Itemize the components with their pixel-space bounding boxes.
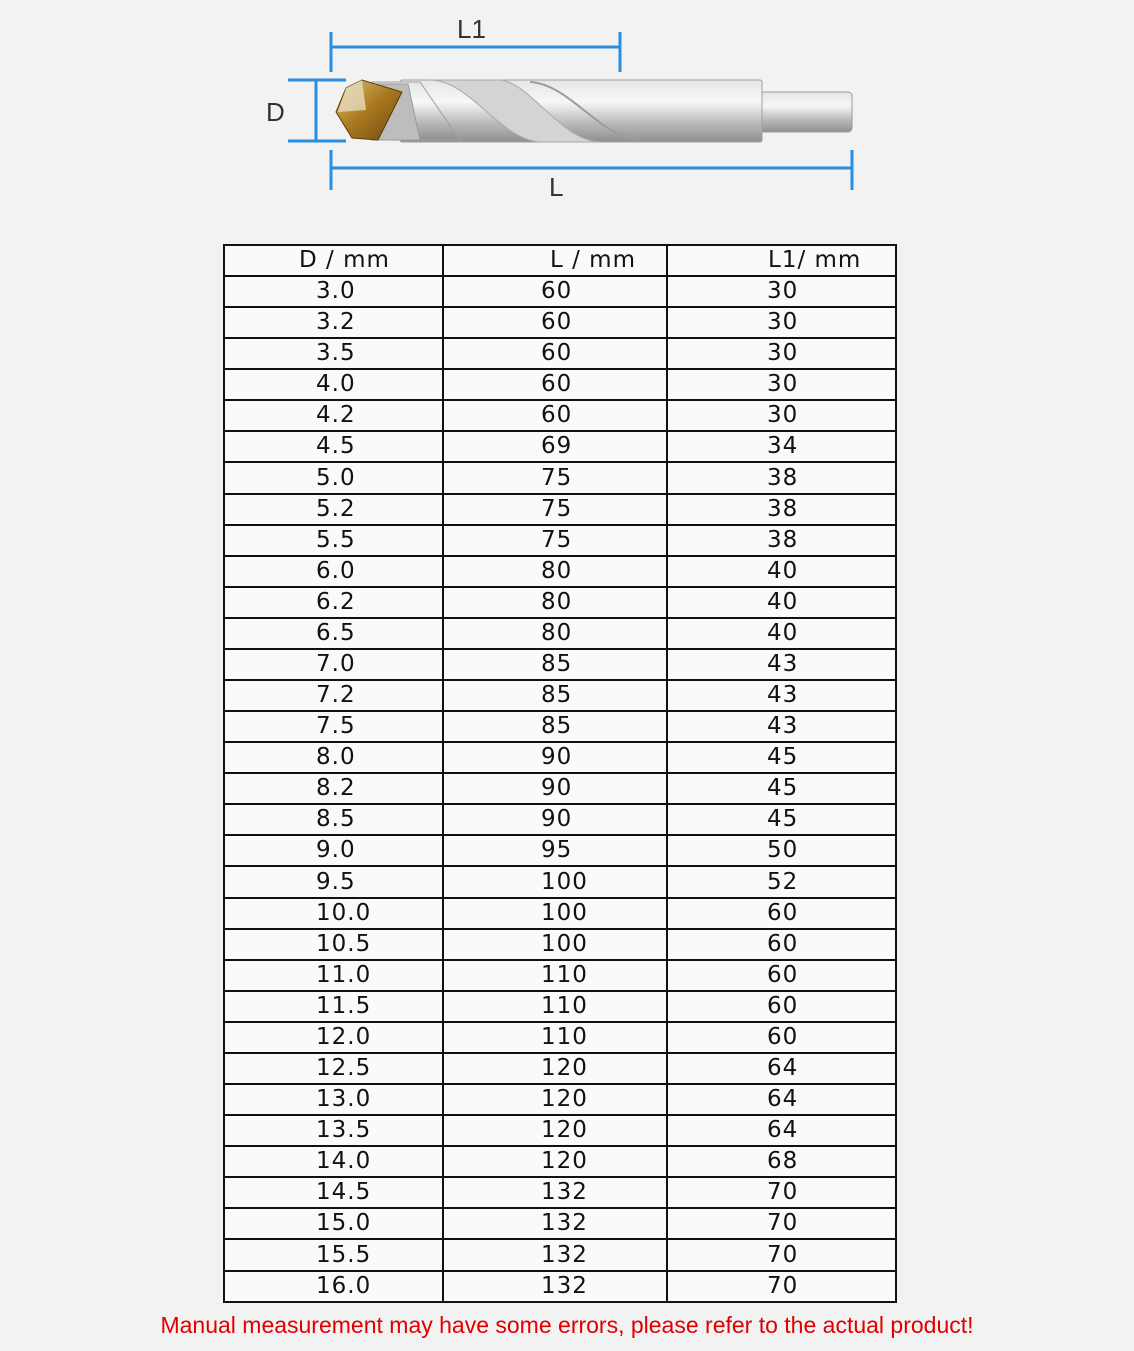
table-row (224, 400, 896, 431)
cell-l1: 30 (667, 338, 896, 369)
cell-d: 12.5 (224, 1053, 443, 1084)
cell-d: 6.0 (224, 556, 443, 587)
header-l: L / mm (443, 245, 667, 276)
cell-l1: 34 (667, 431, 896, 462)
cell-d: 3.5 (224, 338, 443, 369)
cell-l: 60 (443, 307, 667, 338)
cell-d: 15.5 (224, 1239, 443, 1270)
table-header-row (224, 245, 896, 276)
table-row (224, 494, 896, 525)
cell-l1: 45 (667, 773, 896, 804)
table-row (224, 1146, 896, 1177)
table-row (224, 960, 896, 991)
cell-d: 8.5 (224, 804, 443, 835)
cell-l: 110 (443, 1022, 667, 1053)
cell-l: 90 (443, 773, 667, 804)
table-row (224, 1177, 896, 1208)
cell-l: 60 (443, 369, 667, 400)
table-row (224, 1022, 896, 1053)
cell-l1: 52 (667, 866, 896, 897)
table-row (224, 711, 896, 742)
cell-l1: 43 (667, 649, 896, 680)
cell-l: 90 (443, 804, 667, 835)
cell-l: 132 (443, 1239, 667, 1270)
table-row (224, 1208, 896, 1239)
table-row (224, 556, 896, 587)
cell-l: 60 (443, 338, 667, 369)
cell-l: 110 (443, 991, 667, 1022)
cell-l1: 60 (667, 898, 896, 929)
cell-l1: 60 (667, 960, 896, 991)
cell-d: 5.2 (224, 494, 443, 525)
cell-l1: 70 (667, 1239, 896, 1270)
cell-l: 80 (443, 587, 667, 618)
cell-l: 75 (443, 494, 667, 525)
cell-d: 13.5 (224, 1115, 443, 1146)
table-row (224, 804, 896, 835)
cell-d: 16.0 (224, 1271, 443, 1303)
cell-d: 12.0 (224, 1022, 443, 1053)
cell-d: 6.5 (224, 618, 443, 649)
cell-l1: 38 (667, 462, 896, 493)
cell-d: 5.5 (224, 525, 443, 556)
cell-l: 80 (443, 618, 667, 649)
cell-d: 14.5 (224, 1177, 443, 1208)
table-row (224, 680, 896, 711)
cell-l: 85 (443, 649, 667, 680)
cell-l: 120 (443, 1084, 667, 1115)
table-row (224, 618, 896, 649)
table-row (224, 773, 896, 804)
cell-l1: 30 (667, 400, 896, 431)
cell-l1: 64 (667, 1053, 896, 1084)
cell-l1: 64 (667, 1115, 896, 1146)
table-row (224, 991, 896, 1022)
cell-l1: 40 (667, 587, 896, 618)
cell-l: 75 (443, 525, 667, 556)
cell-d: 10.5 (224, 929, 443, 960)
cell-l1: 43 (667, 680, 896, 711)
cell-l: 60 (443, 276, 667, 307)
cell-d: 8.0 (224, 742, 443, 773)
cell-l: 95 (443, 835, 667, 866)
cell-l1: 70 (667, 1177, 896, 1208)
drill-bit-icon (336, 80, 852, 142)
d-label: D (266, 97, 285, 127)
header-d: D / mm (224, 245, 443, 276)
cell-d: 11.5 (224, 991, 443, 1022)
cell-d: 15.0 (224, 1208, 443, 1239)
cell-l: 80 (443, 556, 667, 587)
cell-d: 7.0 (224, 649, 443, 680)
cell-d: 5.0 (224, 462, 443, 493)
cell-l1: 60 (667, 1022, 896, 1053)
table-row (224, 1084, 896, 1115)
table-row (224, 929, 896, 960)
cell-d: 4.2 (224, 400, 443, 431)
cell-d: 8.2 (224, 773, 443, 804)
l-label: L (549, 172, 564, 202)
cell-l1: 30 (667, 369, 896, 400)
cell-d: 10.0 (224, 898, 443, 929)
cell-d: 4.0 (224, 369, 443, 400)
cell-l: 85 (443, 711, 667, 742)
cell-l: 132 (443, 1177, 667, 1208)
cell-l1: 40 (667, 556, 896, 587)
drill-bit-diagram (0, 0, 1134, 230)
cell-l: 120 (443, 1146, 667, 1177)
cell-l: 75 (443, 462, 667, 493)
cell-l1: 60 (667, 991, 896, 1022)
cell-l1: 64 (667, 1084, 896, 1115)
cell-l1: 38 (667, 494, 896, 525)
cell-d: 6.2 (224, 587, 443, 618)
cell-d: 7.2 (224, 680, 443, 711)
cell-l: 85 (443, 680, 667, 711)
cell-l1: 68 (667, 1146, 896, 1177)
cell-l1: 50 (667, 835, 896, 866)
table-row (224, 587, 896, 618)
cell-l: 100 (443, 866, 667, 897)
header-l1: L1/ mm (667, 245, 896, 276)
table-row (224, 431, 896, 462)
cell-l: 110 (443, 960, 667, 991)
drill-spec-table (223, 244, 897, 1303)
table-row (224, 276, 896, 307)
table-row (224, 462, 896, 493)
l1-dimension (331, 14, 620, 72)
cell-l1: 30 (667, 276, 896, 307)
cell-l: 132 (443, 1271, 667, 1303)
cell-l1: 70 (667, 1271, 896, 1303)
cell-d: 11.0 (224, 960, 443, 991)
cell-d: 9.5 (224, 866, 443, 897)
cell-d: 13.0 (224, 1084, 443, 1115)
cell-d: 9.0 (224, 835, 443, 866)
cell-l1: 30 (667, 307, 896, 338)
table-row (224, 1053, 896, 1084)
table-row (224, 307, 896, 338)
cell-d: 3.0 (224, 276, 443, 307)
table-row (224, 338, 896, 369)
cell-l1: 40 (667, 618, 896, 649)
table-row (224, 369, 896, 400)
cell-l: 100 (443, 929, 667, 960)
table-row (224, 835, 896, 866)
table-row (224, 649, 896, 680)
d-dimension (266, 80, 346, 141)
cell-d: 7.5 (224, 711, 443, 742)
table-row (224, 525, 896, 556)
cell-l: 100 (443, 898, 667, 929)
table-row (224, 1271, 896, 1303)
cell-l1: 38 (667, 525, 896, 556)
table-row (224, 898, 896, 929)
cell-l: 60 (443, 400, 667, 431)
cell-l: 120 (443, 1115, 667, 1146)
cell-l: 120 (443, 1053, 667, 1084)
cell-d: 3.2 (224, 307, 443, 338)
cell-l1: 60 (667, 929, 896, 960)
l1-label: L1 (457, 14, 486, 44)
cell-d: 14.0 (224, 1146, 443, 1177)
cell-l1: 43 (667, 711, 896, 742)
l-dimension (331, 150, 852, 202)
table-row (224, 866, 896, 897)
table-row (224, 742, 896, 773)
cell-l: 132 (443, 1208, 667, 1239)
cell-l1: 70 (667, 1208, 896, 1239)
table-row (224, 1115, 896, 1146)
table-row (224, 1239, 896, 1270)
cell-l: 90 (443, 742, 667, 773)
cell-l: 69 (443, 431, 667, 462)
cell-l1: 45 (667, 742, 896, 773)
cell-d: 4.5 (224, 431, 443, 462)
measurement-disclaimer: Manual measurement may have some errors, please refer to the actual product! (160, 1312, 974, 1338)
cell-l1: 45 (667, 804, 896, 835)
